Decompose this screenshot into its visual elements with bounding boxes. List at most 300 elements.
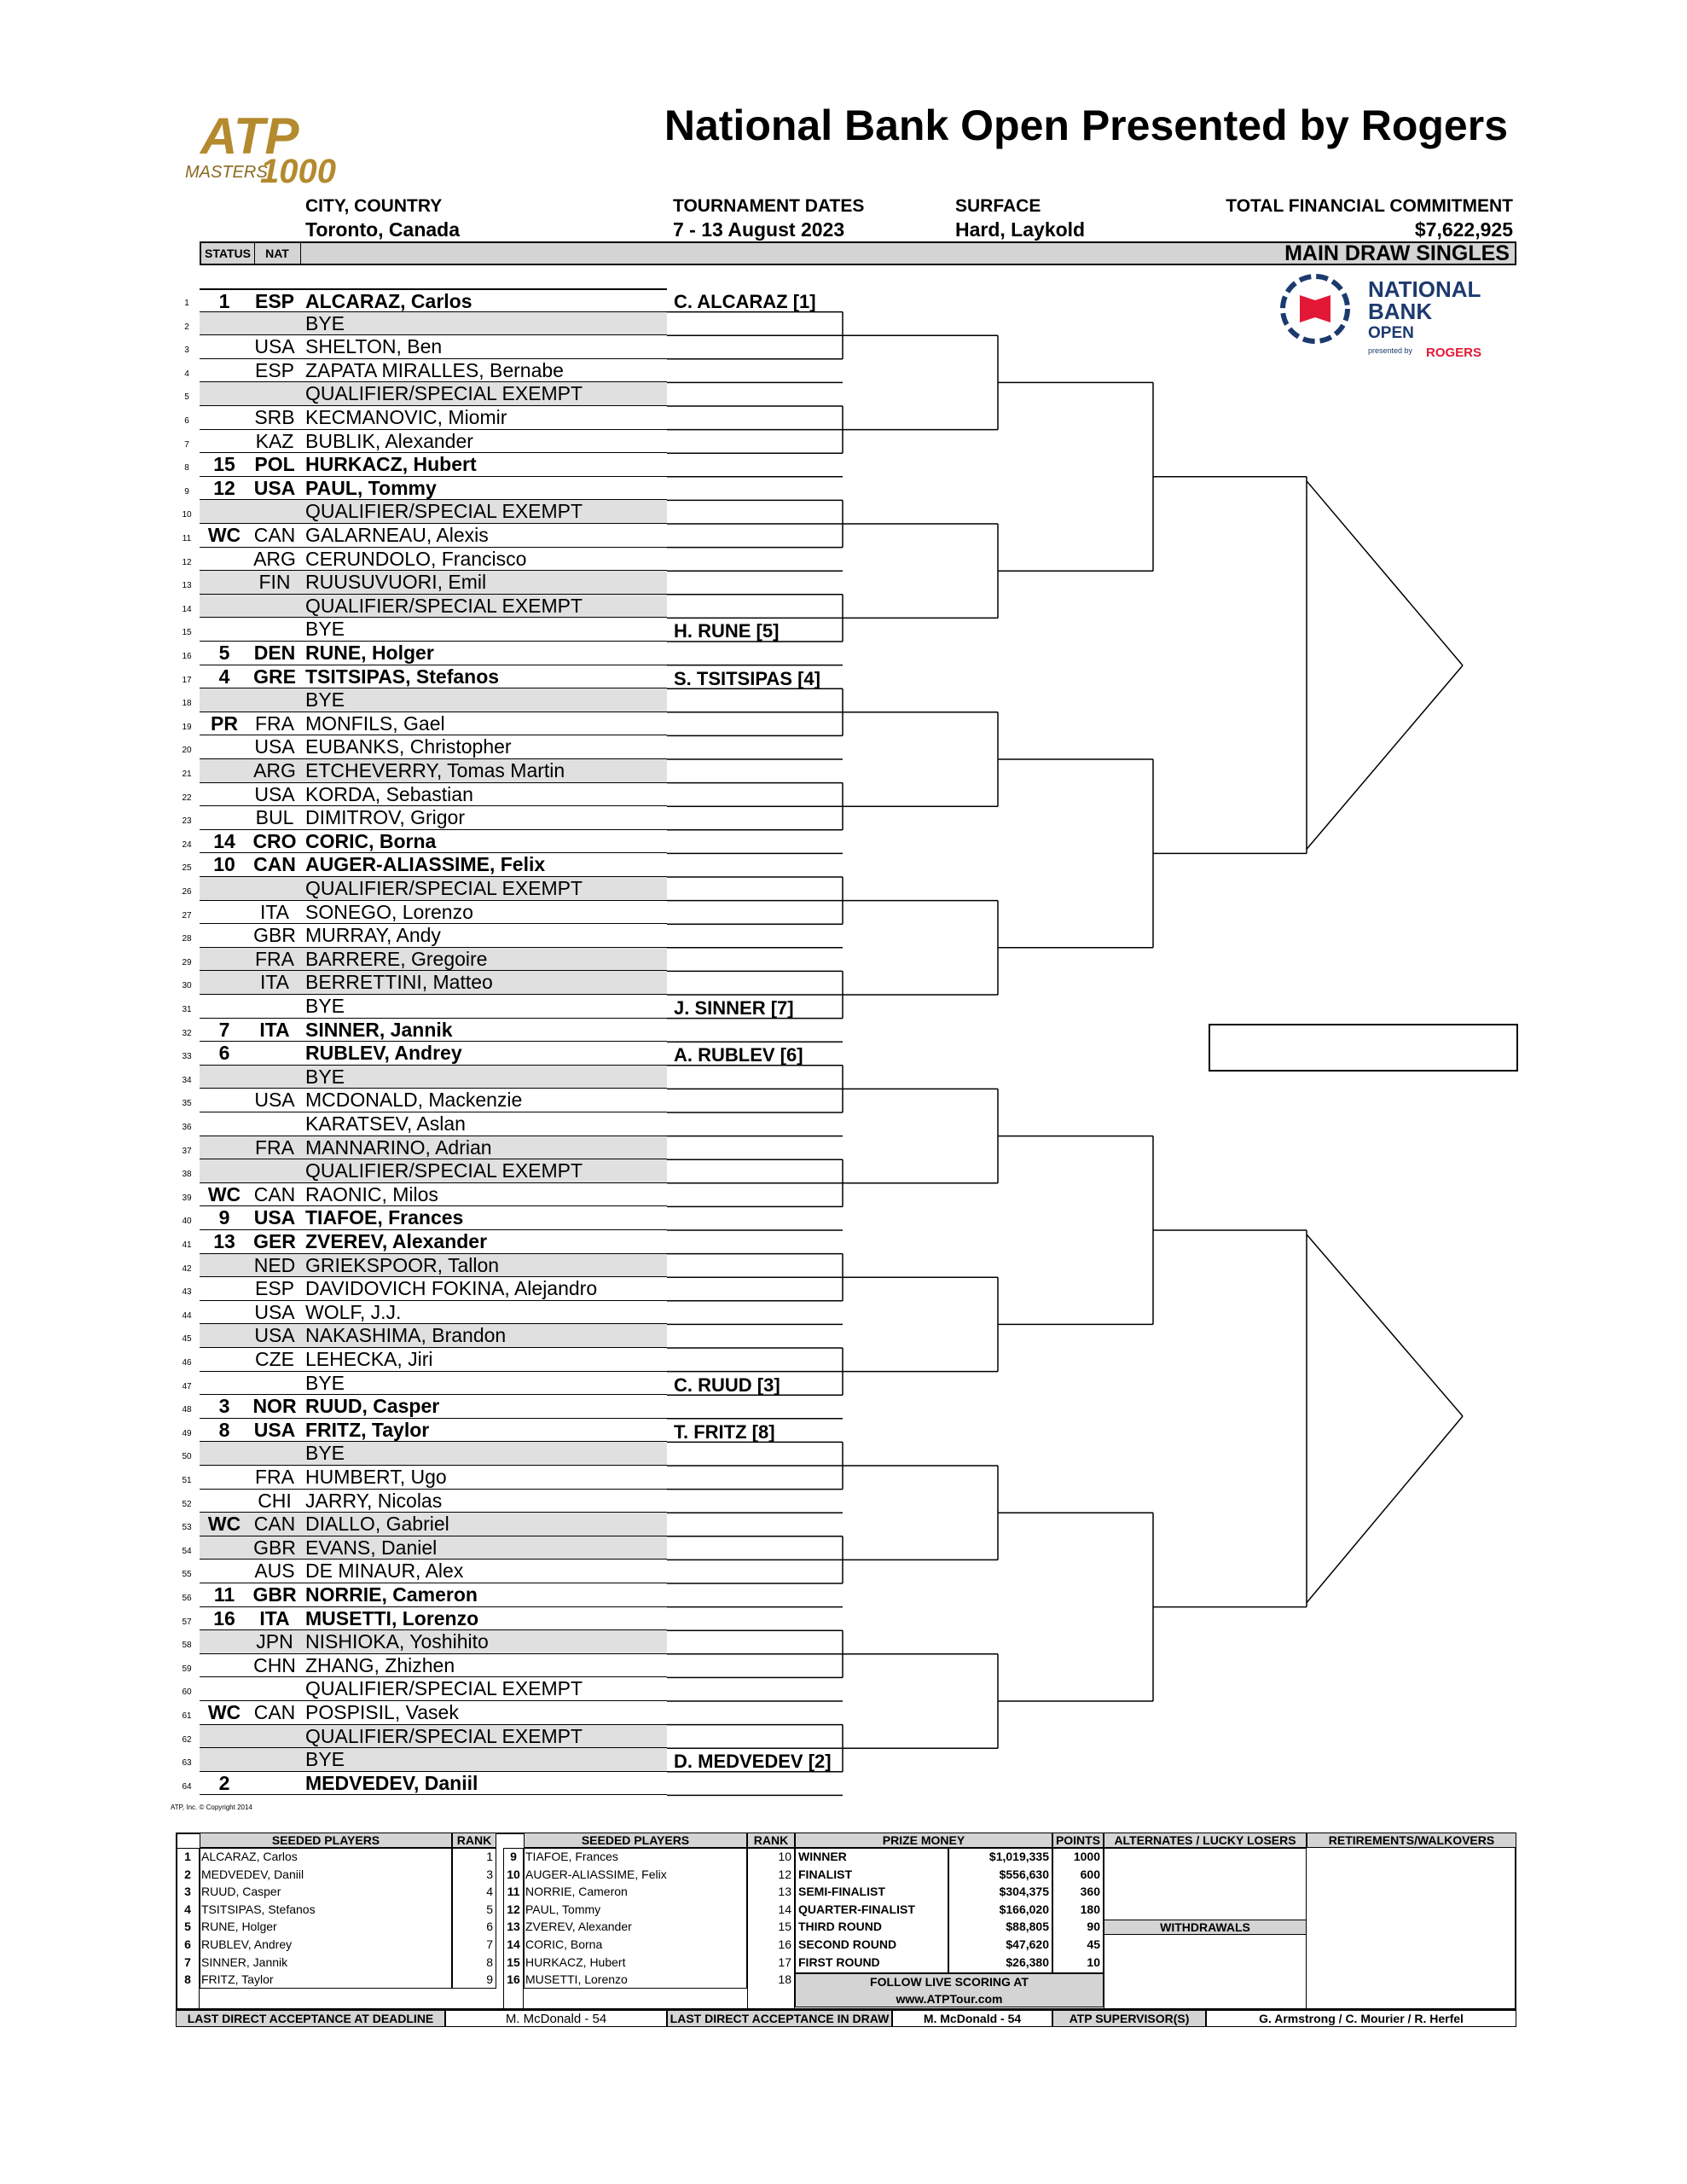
supervisor-label: ATP SUPERVISOR(S)	[1069, 2012, 1190, 2025]
draw-nationality: FIN	[258, 571, 291, 594]
prize-points: 10	[1087, 1955, 1100, 1969]
draw-player-name: EVANS, Daniel	[305, 1536, 438, 1559]
seed-number: 3	[184, 1885, 191, 1899]
draw-status: WC	[207, 1513, 241, 1536]
draw-player-name: QUALIFIER/SPECIAL EXEMPT	[305, 1159, 583, 1182]
draw-status: 9	[218, 1206, 230, 1229]
draw-nationality: ITA	[259, 900, 290, 923]
bracket-line-sf	[1307, 1416, 1463, 1603]
draw-player-name: GALARNEAU, Alexis	[305, 524, 489, 546]
second-round-player: T. FRITZ [8]	[674, 1420, 775, 1443]
draw-player-name: LEHECKA, Jiri	[305, 1348, 433, 1370]
draw-position-number: 33	[182, 1052, 192, 1062]
draw-position-number: 61	[182, 1711, 192, 1721]
draw-nationality: KAZ	[255, 429, 294, 452]
draw-status: 14	[213, 829, 235, 852]
draw-player-name: PAUL, Tommy	[305, 476, 437, 499]
seed-rank: 9	[486, 1972, 493, 1987]
seed-rank: 8	[486, 1955, 493, 1969]
seed-rank: 10	[778, 1850, 791, 1863]
seed-rank: 13	[778, 1885, 791, 1899]
seeded-left-header: SEEDED PLAYERS	[271, 1833, 380, 1847]
second-round-player: A. RUBLEV [6]	[674, 1044, 803, 1066]
draw-position-number: 47	[182, 1381, 192, 1391]
draw-player-name: RAONIC, Milos	[305, 1182, 438, 1205]
draw-player-name: BERRETTINI, Matteo	[305, 971, 493, 994]
draw-player-name: AUGER-ALIASSIME, Felix	[305, 853, 546, 876]
second-round-player: S. TSITSIPAS [4]	[674, 667, 820, 689]
seed-number: 7	[184, 1955, 191, 1969]
draw-position-number: 55	[182, 1570, 192, 1580]
lda-deadline-value: M. McDonald - 54	[505, 2012, 607, 2026]
lda-draw-value: M. McDonald - 54	[923, 2012, 1022, 2025]
second-round-player: D. MEDVEDEV [2]	[674, 1751, 832, 1773]
prize-money: $1,019,335	[988, 1850, 1049, 1863]
draw-position-number: 35	[182, 1099, 192, 1109]
draw-player-name: RUUD, Casper	[305, 1395, 440, 1418]
draw-nationality: DEN	[253, 642, 296, 664]
prize-header: PRIZE MONEY	[882, 1833, 965, 1847]
seed-player-name: PAUL, Tommy	[525, 1902, 601, 1916]
draw-player-name: KORDA, Sebastian	[305, 782, 473, 805]
draw-player-name: RUBLEV, Andrey	[305, 1042, 462, 1065]
seed-number: 12	[507, 1902, 520, 1916]
logo-atp-text: ATP	[200, 109, 299, 165]
draw-nationality: GBR	[252, 1583, 297, 1606]
draw-player-name: QUALIFIER/SPECIAL EXEMPT	[305, 1677, 583, 1700]
draw-position-number: 57	[182, 1617, 192, 1627]
seed-rank: 17	[778, 1955, 791, 1969]
draw-status: 11	[213, 1583, 235, 1606]
surface-value: Hard, Laykold	[955, 218, 1086, 241]
seed-number: 14	[507, 1937, 520, 1951]
draw-position-number: 59	[182, 1664, 192, 1674]
draw-nationality: CAN	[253, 1701, 296, 1723]
draw-nationality: USA	[254, 1324, 295, 1347]
draw-position-number: 15	[182, 628, 192, 638]
draw-nationality: USA	[254, 1089, 295, 1112]
bracket-line-sf	[1307, 665, 1463, 849]
draw-nationality: CAN	[253, 524, 296, 546]
draw-player-name: SHELTON, Ben	[305, 335, 443, 358]
draw-player-name: NORRIE, Cameron	[305, 1583, 478, 1606]
draw-status: 1	[218, 290, 230, 312]
draw-player-name: BYE	[305, 311, 345, 334]
seed-number: 8	[184, 1972, 191, 1987]
draw-nationality: CAN	[253, 853, 296, 876]
draw-nationality: FRA	[255, 1136, 294, 1159]
draw-nationality: ESP	[254, 1277, 295, 1300]
prize-round: SEMI-FINALIST	[798, 1885, 885, 1899]
prize-round: SECOND ROUND	[798, 1937, 897, 1951]
seed-player-name: RUNE, Holger	[201, 1920, 277, 1934]
draw-status: 15	[213, 453, 235, 476]
draw-nationality: ITA	[259, 1018, 290, 1041]
draw-position-number: 56	[182, 1594, 192, 1603]
draw-player-name: MEDVEDEV, Daniil	[305, 1771, 478, 1794]
draw-player-name: EUBANKS, Christopher	[305, 735, 512, 758]
draw-player-name: MANNARINO, Adrian	[305, 1136, 492, 1159]
draw-status: 16	[213, 1606, 235, 1629]
nat-column-label: NAT	[254, 243, 301, 264]
prize-points: 600	[1080, 1867, 1100, 1881]
seed-player-name: SINNER, Jannik	[201, 1955, 288, 1969]
draw-position-number: 34	[182, 1075, 192, 1085]
draw-nationality: ARG	[253, 547, 296, 570]
prize-points: 180	[1080, 1902, 1100, 1916]
draw-player-name: DIALLO, Gabriel	[305, 1513, 449, 1536]
draw-player-name: NISHIOKA, Yoshihito	[305, 1630, 489, 1653]
draw-player-name: BYE	[305, 1371, 345, 1394]
draw-player-name: QUALIFIER/SPECIAL EXEMPT	[305, 382, 583, 405]
draw-player-name: JARRY, Nicolas	[305, 1489, 443, 1512]
second-round-player: C. RUUD [3]	[674, 1374, 780, 1396]
draw-position-number: 36	[182, 1123, 192, 1132]
draw-position-number: 45	[182, 1334, 192, 1345]
seed-player-name: ALCARAZ, Carlos	[201, 1850, 298, 1863]
tournament-title: National Bank Open Presented by Rogers	[664, 102, 1508, 149]
draw-status: WC	[207, 1701, 241, 1723]
draw-player-name: BYE	[305, 618, 345, 641]
draw-nationality: USA	[253, 1418, 296, 1441]
prize-money: $556,630	[999, 1867, 1049, 1881]
seed-player-name: NORRIE, Cameron	[525, 1885, 628, 1899]
draw-player-name: RUUSUVUORI, Emil	[305, 571, 487, 594]
draw-position-number: 1	[184, 299, 189, 308]
draw-nationality: ESP	[254, 358, 295, 381]
draw-position-number: 25	[182, 863, 192, 874]
prize-round: FIRST ROUND	[798, 1955, 880, 1969]
draw-status: WC	[207, 524, 241, 546]
prize-points: 45	[1087, 1937, 1100, 1951]
seed-rank: 16	[778, 1937, 791, 1951]
sponsor-presented-by: presented by	[1368, 346, 1413, 355]
draw-player-name: BYE	[305, 1065, 345, 1088]
sponsor-line-3: OPEN	[1368, 324, 1414, 342]
draw-nationality: ARG	[253, 759, 296, 781]
draw-status: 4	[218, 665, 230, 688]
seed-number: 4	[184, 1902, 191, 1916]
prize-money: $26,380	[1006, 1955, 1049, 1969]
draw-position-number: 7	[184, 439, 189, 450]
second-round-player: C. ALCARAZ [1]	[674, 291, 816, 312]
draw-position-number: 53	[182, 1523, 192, 1533]
draw-position-number: 29	[182, 957, 192, 967]
seed-player-name: MEDVEDEV, Daniil	[201, 1867, 304, 1881]
city-label: CITY, COUNTRY	[305, 196, 443, 216]
dates-label: TOURNAMENT DATES	[673, 196, 865, 216]
draw-nationality: CAN	[253, 1513, 296, 1536]
seed-rank: 14	[778, 1902, 791, 1916]
draw-player-name: DE MINAUR, Alex	[305, 1560, 464, 1583]
draw-player-name: QUALIFIER/SPECIAL EXEMPT	[305, 877, 583, 899]
seed-rank: 18	[778, 1972, 791, 1987]
draw-nationality: AUS	[254, 1560, 295, 1583]
draw-status: 12	[213, 476, 235, 499]
draw-position-number: 39	[182, 1193, 192, 1203]
seed-rank: 7	[486, 1937, 493, 1951]
seed-rank: 4	[486, 1885, 493, 1899]
sponsor-rogers: ROGERS	[1426, 346, 1482, 360]
draw-position-number: 4	[184, 369, 189, 379]
draw-position-number: 62	[182, 1734, 192, 1745]
rank-right-header: RANK	[753, 1833, 789, 1847]
city-value: Toronto, Canada	[305, 218, 461, 241]
draw-position-number: 26	[182, 887, 192, 897]
seed-number: 5	[184, 1920, 191, 1934]
bracket-line-sf	[1307, 1234, 1463, 1416]
draw-position-number: 11	[182, 534, 192, 543]
draw-position-number: 18	[182, 699, 192, 709]
live-scoring-line1: FOLLOW LIVE SCORING AT	[870, 1975, 1029, 1989]
draw-position-number: 41	[182, 1240, 192, 1250]
seed-number: 1	[184, 1850, 191, 1863]
seed-player-name: HURKACZ, Hubert	[525, 1955, 626, 1969]
prize-points: 90	[1087, 1920, 1100, 1934]
alternates-header: ALTERNATES / LUCKY LOSERS	[1114, 1833, 1296, 1847]
second-round-player: H. RUNE [5]	[674, 620, 780, 642]
seed-rank: 12	[778, 1867, 791, 1881]
draw-nationality: USA	[254, 335, 295, 358]
draw-player-name: WOLF, J.J.	[305, 1300, 402, 1323]
draw-position-number: 44	[182, 1310, 192, 1321]
copyright-note: ATP, Inc. © Copyright 2014	[171, 1804, 252, 1811]
seed-player-name: FRITZ, Taylor	[201, 1972, 274, 1987]
draw-player-name: QUALIFIER/SPECIAL EXEMPT	[305, 500, 583, 523]
draw-player-name: NAKASHIMA, Brandon	[305, 1324, 507, 1347]
draw-nationality: USA	[253, 1206, 296, 1229]
draw-position-number: 17	[182, 675, 192, 685]
seed-player-name: RUBLEV, Andrey	[201, 1937, 293, 1951]
draw-player-name: DAVIDOVICH FOKINA, Alejandro	[305, 1277, 598, 1300]
draw-nationality: GBR	[253, 924, 296, 947]
draw-nationality: FRA	[255, 1466, 294, 1488]
draw-position-number: 12	[182, 557, 192, 567]
draw-player-name: QUALIFIER/SPECIAL EXEMPT	[305, 594, 583, 617]
seed-player-name: RUUD, Casper	[201, 1885, 281, 1899]
seed-number: 13	[507, 1920, 520, 1934]
draw-status: PR	[211, 712, 238, 735]
draw-position-number: 60	[182, 1687, 192, 1698]
draw-nationality: GRE	[253, 665, 296, 688]
seed-player-name: MUSETTI, Lorenzo	[525, 1972, 628, 1987]
draw-position-number: 19	[182, 722, 192, 732]
draw-position-number: 21	[182, 770, 192, 779]
draw-player-name: BARRERE, Gregoire	[305, 947, 488, 970]
prize-round: FINALIST	[798, 1867, 852, 1881]
draw-position-number: 38	[182, 1170, 192, 1180]
draw-position-number: 10	[182, 510, 192, 520]
draw-position-number: 13	[182, 581, 192, 591]
draw-position-number: 14	[182, 604, 192, 614]
draw-position-number: 50	[182, 1452, 192, 1462]
draw-position-number: 37	[182, 1146, 192, 1156]
prize-round: QUARTER-FINALIST	[798, 1902, 915, 1916]
points-header: POINTS	[1055, 1833, 1101, 1847]
draw-player-name: TSITSIPAS, Stefanos	[305, 665, 500, 688]
draw-nationality: CHN	[253, 1653, 296, 1676]
draw-position-number: 63	[182, 1758, 192, 1769]
draw-position-number: 42	[182, 1263, 192, 1274]
seed-player-name: CORIC, Borna	[525, 1937, 603, 1951]
draw-player-name: RUNE, Holger	[305, 642, 434, 664]
draw-position-number: 24	[182, 839, 192, 850]
draw-position-number: 16	[182, 652, 192, 661]
draw-nationality: USA	[254, 1300, 295, 1323]
draw-player-name: BYE	[305, 688, 345, 712]
lda-deadline-label: LAST DIRECT ACCEPTANCE AT DEADLINE	[187, 2012, 434, 2025]
financial-value: $7,622,925	[1414, 218, 1513, 241]
draw-position-number: 58	[182, 1641, 192, 1651]
main-draw-singles-label: MAIN DRAW SINGLES	[1284, 241, 1510, 265]
seed-number: 11	[507, 1885, 520, 1899]
draw-position-number: 43	[182, 1287, 192, 1298]
draw-position-number: 28	[182, 934, 192, 944]
prize-money: $47,620	[1006, 1937, 1049, 1951]
draw-status: 6	[218, 1042, 230, 1065]
draw-position-number: 27	[182, 910, 192, 921]
draw-player-name: MURRAY, Andy	[305, 924, 441, 947]
draw-nationality: CZE	[255, 1348, 294, 1370]
draw-position-number: 22	[182, 793, 192, 803]
draw-position-number: 23	[182, 816, 192, 827]
draw-position-number: 32	[182, 1028, 192, 1038]
seed-player-name: ZVEREV, Alexander	[525, 1920, 632, 1934]
second-round-player: J. SINNER [7]	[674, 997, 794, 1019]
draw-position-number: 8	[184, 463, 189, 473]
draw-nationality: NED	[253, 1253, 296, 1276]
sponsor-line-2: BANK	[1368, 299, 1433, 324]
draw-player-name: ZAPATA MIRALLES, Bernabe	[305, 358, 564, 381]
draw-player-name: MUSETTI, Lorenzo	[305, 1606, 479, 1629]
draw-player-name: ZHANG, Zhizhen	[305, 1653, 455, 1676]
logo-1000-text: 1000	[260, 153, 336, 188]
draw-nationality: USA	[254, 782, 295, 805]
draw-position-number: 51	[182, 1476, 192, 1485]
draw-nationality: CAN	[253, 1182, 296, 1205]
draw-position-number: 5	[184, 392, 189, 403]
draw-nationality: USA	[254, 735, 295, 758]
draw-status: 10	[213, 853, 235, 876]
seed-rank: 15	[778, 1920, 791, 1934]
prize-round: WINNER	[798, 1850, 847, 1863]
draw-nationality: SRB	[254, 406, 295, 428]
retirements-header: RETIREMENTS/WALKOVERS	[1328, 1833, 1495, 1847]
draw-player-name: DIMITROV, Grigor	[305, 806, 466, 829]
draw-position-number: 46	[182, 1358, 192, 1368]
draw-status: 13	[213, 1230, 235, 1252]
sponsor-line-1: NATIONAL	[1368, 276, 1481, 302]
draw-player-name: SINNER, Jannik	[305, 1018, 453, 1041]
draw-nationality: GBR	[253, 1536, 296, 1559]
draw-status: 5	[218, 642, 230, 664]
draw-nationality: ITA	[259, 971, 290, 994]
draw-player-name: TIAFOE, Frances	[305, 1206, 464, 1229]
prize-round: THIRD ROUND	[798, 1920, 882, 1934]
draw-player-name: BUBLIK, Alexander	[305, 429, 473, 452]
draw-player-name: KECMANOVIC, Miomir	[305, 406, 507, 428]
seed-number: 2	[184, 1867, 191, 1881]
dates-value: 7 - 13 August 2023	[673, 218, 845, 241]
draw-player-name: CORIC, Borna	[305, 829, 437, 852]
seed-rank: 5	[486, 1902, 493, 1916]
seed-rank: 6	[486, 1920, 493, 1934]
draw-position-number: 48	[182, 1405, 192, 1415]
seed-rank: 1	[486, 1850, 493, 1863]
rank-left-header: RANK	[456, 1833, 492, 1847]
draw-position-number: 64	[182, 1781, 192, 1792]
draw-status: 3	[218, 1395, 230, 1418]
seed-player-name: TIAFOE, Frances	[525, 1850, 618, 1863]
draw-nationality: BUL	[255, 806, 294, 829]
draw-position-number: 2	[184, 322, 189, 332]
draw-nationality: JPN	[256, 1630, 293, 1653]
draw-status: 7	[218, 1018, 230, 1041]
prize-money: $304,375	[999, 1885, 1049, 1899]
prize-points: 1000	[1073, 1850, 1100, 1863]
draw-nationality: FRA	[255, 712, 294, 735]
draw-nationality: ESP	[254, 290, 295, 312]
draw-nationality: FRA	[255, 947, 294, 970]
prize-money: $166,020	[999, 1902, 1049, 1916]
draw-nationality: USA	[253, 476, 296, 499]
draw-position-number: 6	[184, 416, 189, 426]
prize-points: 360	[1080, 1885, 1100, 1899]
draw-player-name: POSPISIL, Vasek	[305, 1701, 459, 1723]
bracket-line-sf	[1307, 481, 1463, 665]
seed-number: 16	[507, 1972, 520, 1987]
draw-position-number: 3	[184, 346, 189, 356]
champion-box	[1209, 1024, 1518, 1072]
seed-number: 15	[507, 1955, 520, 1969]
draw-player-name: CERUNDOLO, Francisco	[305, 547, 527, 570]
draw-player-name: KARATSEV, Aslan	[305, 1112, 466, 1135]
draw-position-number: 31	[182, 1005, 192, 1014]
draw-status: 2	[218, 1771, 230, 1794]
draw-player-name: BYE	[305, 995, 345, 1017]
draw-position-number: 30	[182, 981, 192, 991]
draw-status: WC	[207, 1182, 241, 1205]
draw-player-name: QUALIFIER/SPECIAL EXEMPT	[305, 1724, 583, 1747]
live-scoring-url[interactable]: www.ATPTour.com	[896, 1992, 1003, 2006]
financial-label: TOTAL FINANCIAL COMMITMENT	[1226, 196, 1513, 216]
draw-position-number: 20	[182, 746, 192, 756]
draw-player-name: MCDONALD, Mackenzie	[305, 1089, 523, 1112]
draw-player-name: ZVEREV, Alexander	[305, 1230, 488, 1252]
draw-player-name: BYE	[305, 1748, 345, 1771]
prize-money: $88,805	[1006, 1920, 1049, 1934]
draw-player-name: ETCHEVERRY, Tomas Martin	[305, 759, 565, 781]
draw-nationality: POL	[254, 453, 295, 476]
draw-player-name: GRIEKSPOOR, Tallon	[305, 1253, 500, 1276]
draw-player-name: FRITZ, Taylor	[305, 1418, 430, 1441]
supervisor-value: G. Armstrong / C. Mourier / R. Herfel	[1259, 2012, 1464, 2025]
lda-draw-label: LAST DIRECT ACCEPTANCE IN DRAW	[670, 2012, 890, 2025]
draw-player-name: ALCARAZ, Carlos	[305, 290, 472, 312]
seed-player-name: TSITSIPAS, Stefanos	[201, 1902, 316, 1916]
draw-position-number: 49	[182, 1428, 192, 1438]
seed-number: 6	[184, 1937, 191, 1951]
draw-player-name: BYE	[305, 1442, 345, 1465]
draw-player-name: HURKACZ, Hubert	[305, 453, 477, 476]
draw-position-number: 40	[182, 1217, 192, 1227]
status-column-label: STATUS	[201, 243, 255, 264]
draw-player-name: HUMBERT, Ugo	[305, 1466, 447, 1488]
seed-number: 9	[510, 1850, 517, 1863]
seeded-right-header: SEEDED PLAYERS	[581, 1833, 690, 1847]
surface-label: SURFACE	[955, 196, 1041, 216]
draw-player-name: MONFILS, Gael	[305, 712, 445, 735]
